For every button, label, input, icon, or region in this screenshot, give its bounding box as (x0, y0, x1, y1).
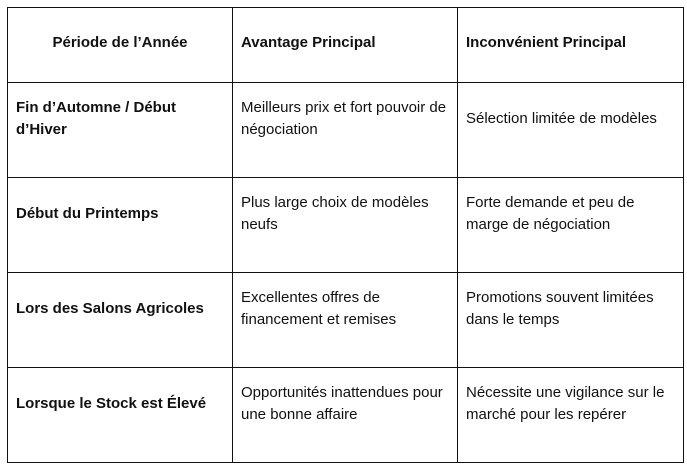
advantage-text: Excellentes offres de financement et remises (241, 289, 397, 328)
period-text: Fin d’Automne / Début d’Hiver (16, 99, 176, 138)
header-advantage-label: Avantage Principal (241, 34, 376, 51)
advantage-cell (233, 83, 458, 178)
drawback-text: Forte demande et peu de marge de négociation (466, 194, 635, 233)
period-text: Lors des Salons Agricoles (16, 300, 204, 317)
advantage-cell (233, 273, 458, 368)
drawback-text: Nécessite une vigilance sur le marché pour les repérer (466, 384, 665, 423)
header-row (8, 8, 684, 83)
period-text: Début du Printemps (16, 205, 159, 222)
table-row (8, 178, 684, 273)
drawback-cell (458, 178, 684, 273)
header-drawback (458, 8, 684, 83)
table-row (8, 83, 684, 178)
header-period (8, 8, 233, 83)
purchase-timing-table (7, 7, 684, 463)
advantage-cell (233, 178, 458, 273)
period-cell (8, 178, 233, 273)
table-row (8, 273, 684, 368)
drawback-cell (458, 273, 684, 368)
drawback-text: Promotions souvent limitées dans le temps (466, 289, 654, 328)
advantage-cell (233, 368, 458, 463)
header-period-label: Période de l’Année (52, 34, 188, 51)
drawback-cell (458, 368, 684, 463)
period-cell (8, 83, 233, 178)
header-advantage (233, 8, 458, 83)
advantage-text: Plus large choix de modèles neufs (241, 194, 429, 233)
advantage-text: Meilleurs prix et fort pouvoir de négociation (241, 99, 447, 138)
advantage-text: Opportunités inattendues pour une bonne affaire (241, 384, 443, 423)
period-cell (8, 273, 233, 368)
period-text: Lorsque le Stock est Élevé (16, 395, 207, 412)
drawback-text: Sélection limitée de modèles (466, 110, 657, 127)
table-row (8, 368, 684, 463)
period-cell (8, 368, 233, 463)
drawback-cell (458, 83, 684, 178)
header-drawback-label: Inconvénient Principal (466, 34, 627, 51)
